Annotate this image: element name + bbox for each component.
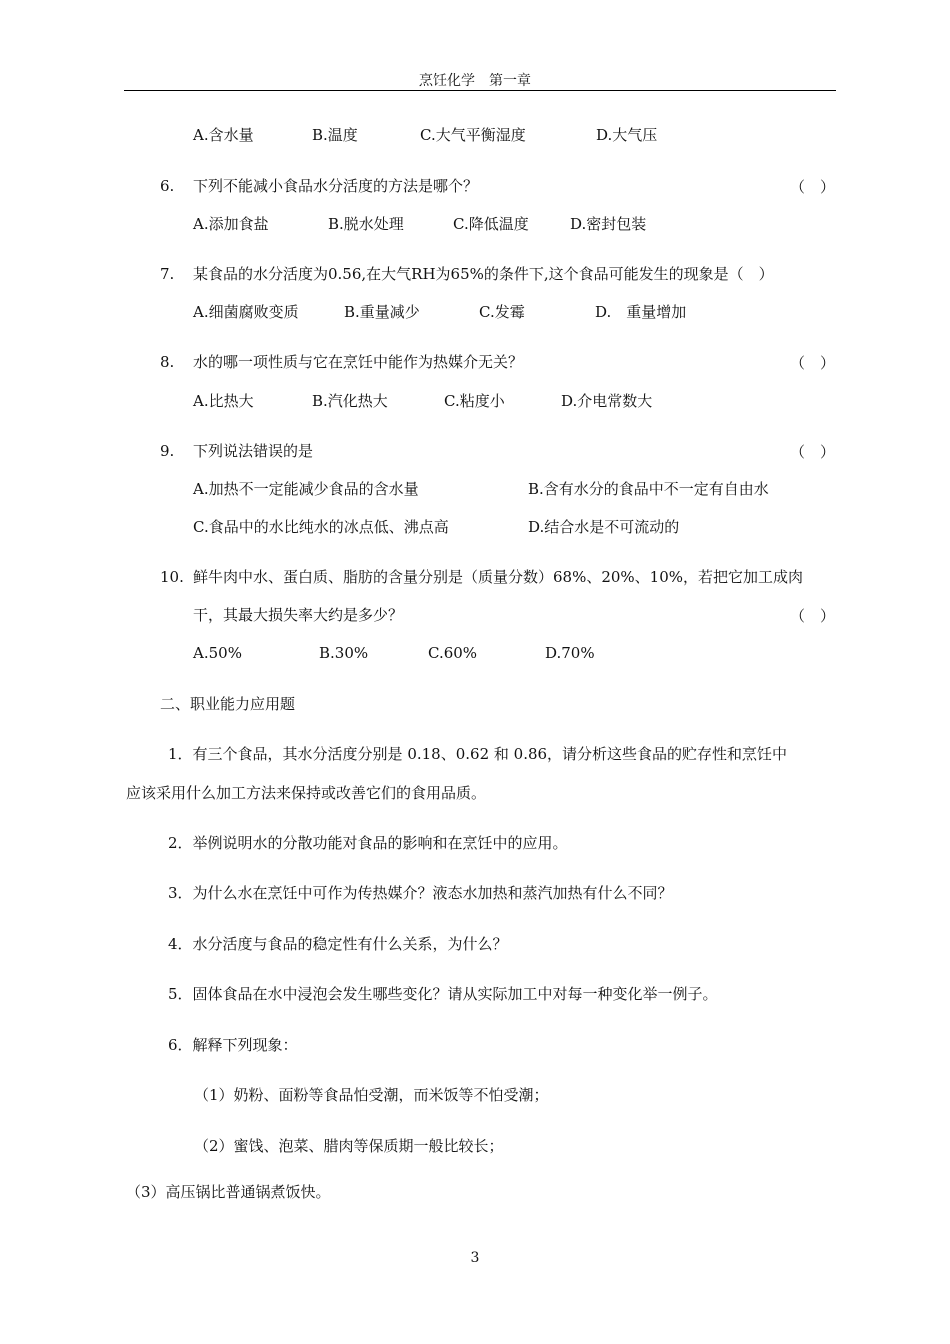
q9-option-d: D.结合水是不可流动的 [528,518,680,536]
q7-option-c: C.发霉 [479,303,525,321]
page-number: 3 [470,1250,480,1266]
q9-text: 下列说法错误的是 [193,442,314,460]
section2-item-1-cont: 应该采用什么加工方法来保持或改善它们的食用品质。 [126,784,487,802]
q10-text: 鲜牛肉中水、蛋白质、脂肪的含量分别是（质量分数）68%、20%、10%，若把它加工成肉 [193,568,804,586]
q7-option-a: A.细菌腐败变质 [193,303,299,321]
section2-item-6: 6．解释下列现象： [168,1036,298,1054]
section2-item-6-sub3: （3）高压锅比普通锅煮饭快。 [126,1183,331,1201]
section2-item-1: 1．有三个食品，其水分活度分别是 0.18、0.62 和 0.86，请分析这些食品的贮存性和烹饪中 [168,745,788,763]
q8-text: 水的哪一项性质与它在烹饪中能作为热媒介无关？ [193,353,524,371]
q9-answer-paren: （ ） [790,443,836,461]
q6-option-d: D.密封包装 [570,215,647,233]
q5-option-c: C.大气平衡湿度 [420,126,526,144]
q9-option-c: C.食品中的水比纯水的冰点低、沸点高 [193,518,449,536]
section2-item-6-sub2: （2）蜜饯、泡菜、腊肉等保质期一般比较长； [194,1137,504,1155]
q6-answer-paren: （ ） [790,178,836,196]
q9-option-a: A.加热不一定能减少食品的含水量 [193,480,419,498]
section2-item-6-sub1: （1）奶粉、面粉等食品怕受潮，而米饭等不怕受潮； [194,1086,549,1104]
q8-answer-paren: （ ） [790,354,836,372]
section2-item-4: 4．水分活度与食品的稳定性有什么关系，为什么？ [168,935,508,953]
section2-item-5: 5．固体食品在水中浸泡会发生哪些变化？请从实际加工中对每一种变化举一例子。 [168,985,718,1003]
q5-option-b: B.温度 [312,126,358,144]
q7-number: 7. [160,265,175,283]
q10-option-b: B.30% [319,644,369,662]
page-header-title: 烹饪化学 第一章 [419,73,531,89]
q7-option-b: B.重量减少 [344,303,420,321]
q10-number: 10. [160,568,184,586]
q6-number: 6. [160,177,175,195]
q9-number: 9. [160,442,175,460]
header-rule [124,90,836,91]
q8-number: 8. [160,353,175,371]
section2-item-2: 2．举例说明水的分散功能对食品的影响和在烹饪中的应用。 [168,834,568,852]
q10-option-d: D.70% [545,644,595,662]
q10-text-cont: 干，其最大损失率大约是多少？ [193,606,404,624]
q6-text: 下列不能减小食品水分活度的方法是哪个？ [193,177,479,195]
q6-option-b: B.脱水处理 [328,215,404,233]
q8-option-c: C.粘度小 [444,392,505,410]
q9-option-b: B.含有水分的食品中不一定有自由水 [528,480,769,498]
q5-option-d: D.大气压 [596,126,658,144]
q8-option-d: D.介电常数大 [561,392,653,410]
q6-option-c: C.降低温度 [453,215,529,233]
q7-text: 某食品的水分活度为0.56,在大气RH为65%的条件下,这个食品可能发生的现象是（ ） [193,265,774,283]
q6-option-a: A.添加食盐 [193,215,269,233]
q10-option-c: C.60% [428,644,478,662]
section2-title: 二、职业能力应用题 [160,695,296,713]
q5-option-a: A.含水量 [193,126,254,144]
q10-answer-paren: （ ） [790,607,836,625]
section2-item-3: 3．为什么水在烹饪中可作为传热媒介？液态水加热和蒸汽加热有什么不同？ [168,884,673,902]
q10-option-a: A.50% [193,644,242,662]
q7-option-d: D. 重量增加 [595,303,687,321]
q8-option-a: A.比热大 [193,392,254,410]
q8-option-b: B.汽化热大 [312,392,388,410]
